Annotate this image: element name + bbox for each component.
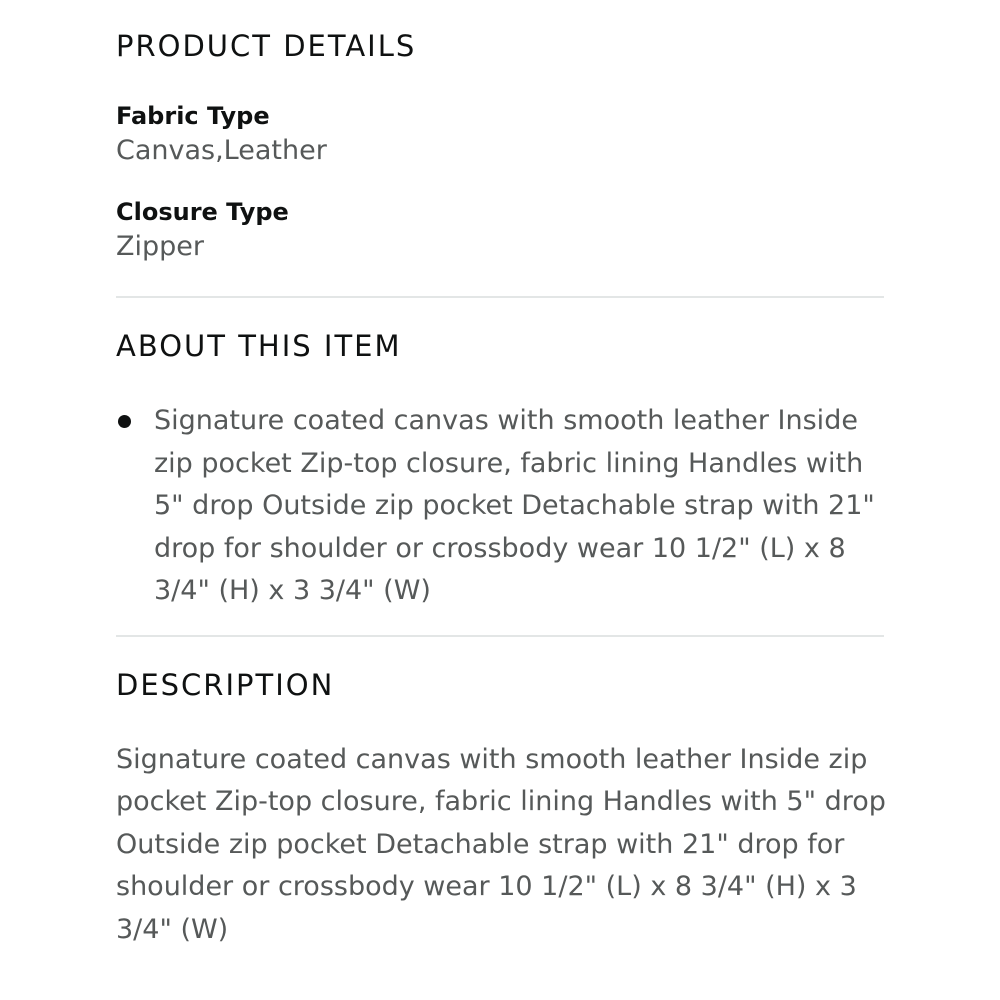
about-this-item-section: [116, 328, 884, 613]
product-details-section: [116, 0, 884, 266]
closure-type-label: Closure Type: [116, 198, 289, 226]
section-divider: [116, 296, 884, 298]
feature-bullet-list: [116, 400, 884, 613]
fabric-type-label: Fabric Type: [116, 102, 270, 130]
product-details-heading: PRODUCT DETAILS: [116, 29, 417, 63]
fabric-type-attribute: [116, 100, 884, 170]
description-section: [116, 667, 884, 952]
description-text: Signature coated canvas with smooth leather Inside zip pocket Zip-top closure, fabric lining Handles with 5" drop Outside zip pocket Detachable strap with 21" drop for shoulder or crossbody wear 10 1/2" (L) x 8 3/4" (H) x 3 3/4" (W): [116, 743, 886, 945]
closure-type-attribute: [116, 196, 884, 266]
about-this-item-heading: ABOUT THIS ITEM: [116, 329, 402, 363]
closure-type-value: Zipper: [116, 231, 204, 262]
fabric-type-value: Canvas,Leather: [116, 135, 327, 166]
description-heading: DESCRIPTION: [116, 667, 335, 702]
feature-bullet-text: Signature coated canvas with smooth leather Inside zip pocket Zip-top closure, fabric lining Handles with 5" drop Outside zip pocket Detachable strap with 21" drop for shoulder or crossbody wear 10 1/2" (L) x 8 3/4" (H) x 3 3/4" (W): [154, 405, 875, 606]
section-divider: [116, 635, 884, 637]
feature-bullet-item: [116, 400, 884, 613]
bullet-dot-icon: [118, 415, 131, 428]
